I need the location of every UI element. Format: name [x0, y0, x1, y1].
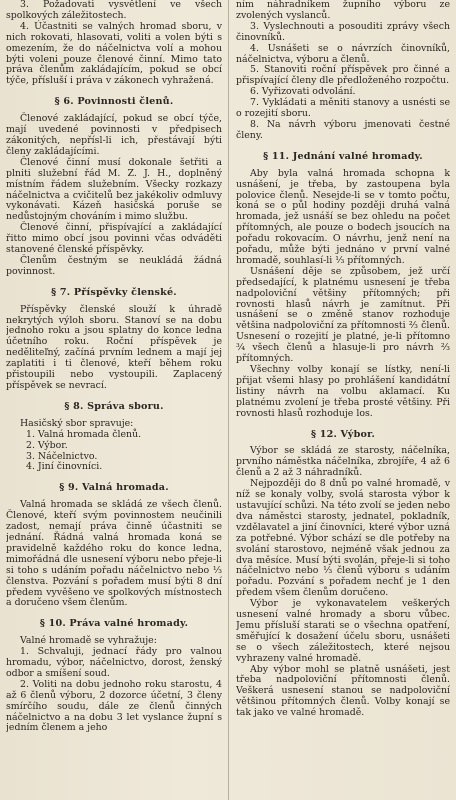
paragraph: Všechny volby konají se lístky, není-li přijat všemi hlasy po prohlášení kandidátní listiny návrh na volbu aklamací. Ku platnému zvolení je třeba prosté většiny. Při rovnosti hlasů rozhoduje los.: [236, 364, 450, 419]
list-intro: Hasičský sbor spravuje:: [20, 417, 134, 429]
paragraph: Nejpozději do 8 dnů po valné hromadě, v níž se konaly volby, svolá starosta výbor k ustavující schůzi. Na této zvolí se jeden nebo dva náměstci starosty, jednatel, pokladník, vzdělavatel a jiní činovníci, které výbor uzná za potřebné. Výbor schází se dle potřeby na svolání starostovo, nejméně však jednou za dva měsíce. Musí býti svolán, přeje-li si toho náčelnictvo nebo ⅓ členů výboru s udáním pořadu. Pozvání s pořadem nechť je 1 den předem všem členům doručeno.: [236, 478, 450, 599]
list-item: 1. Valná hromada členů.: [26, 428, 142, 440]
paragraph: 5. Stanoviti roční příspěvek pro činné a přispívající členy dle předloženého rozpočtu.: [236, 64, 450, 87]
administration-list: [26, 430, 222, 474]
section-heading-11: § 11. Jednání valné hromady.: [263, 150, 423, 162]
paragraph: Aby výbor mohl se platně usnášeti, jest třeba nadpoloviční přítomnosti členů. Veškerá usnesení stanou se nadpoloviční většinou přítomných členů. Volby konají se tak jako ve valné hromadě.: [236, 663, 450, 719]
section-heading-12: § 12. Výbor.: [310, 428, 376, 440]
paragraph: 8. Na návrh výboru jmenovati čestné členy.: [236, 118, 450, 141]
paragraph: 1. Schvaluji, jednací řády pro valnou hromadu, výbor, náčelnictvo, dorost, ženský odbor a smíšení soud.: [6, 646, 222, 679]
list-item: 3. Náčelnictvo.: [26, 450, 98, 462]
paragraph: Valná hromada se skládá ze všech členů. Členové, kteří svým povinnostem neučinili zadost, nemají práva činně účastniti se jednání. Řádná valná hromada koná se pravidelně každého roku do konce ledna, mimořádná dle usnesení výboru nebo přeje-li si toho s udáním pořadu náčelnictvo nebo ⅓ členstva. Pozvání s pořadem musí býti 8 dní předem vyvěšeno ve spolkových místnostech a doručeno všem členům.: [6, 499, 222, 609]
paragraph: 2. Voliti na dobu jednoho roku starostu, 4 až 6 členů výboru, 2 dozorce účetní, 3 členy smírčího soudu, dále ze členů činných náčelnictvo a na dobu 3 let vyslance župní s jedním členem a jeho: [6, 678, 222, 734]
section-heading-8: § 8. Správa sboru.: [64, 400, 164, 412]
right-column: [236, 0, 450, 800]
paragraph: 4. Usnášeti se o návrzích činovníků, náčelnictva, výboru a členů.: [236, 42, 450, 65]
paragraph: Členové zakládající, pokud se obcí týče, mají uvedené povinnosti v předpisech zákonitých, nepřísl-li ich, přestávají býti členy zakládajícími.: [6, 113, 222, 157]
left-column: [6, 0, 222, 800]
section-heading-7: § 7. Příspěvky členské.: [51, 286, 177, 298]
column-divider: [228, 0, 229, 800]
section-heading-6: § 6. Povinnosti členů.: [54, 96, 174, 108]
list-item: 4. Jiní činovníci.: [26, 461, 103, 473]
paragraph: 7. Vykládati a měniti stanovy a usnésti se o rozejití sboru.: [236, 97, 450, 120]
paragraph: Výbor se skládá ze starosty, náčelníka, prvního náměstka náčelníka, zbrojíře, 4 až 6 členů a 2 až 3 náhradníků.: [236, 445, 450, 479]
paragraph: 3. Vyslechnouti a posouditi zprávy všech činovníků.: [236, 20, 450, 43]
paragraph: 6. Vyřizovati odvolání.: [250, 86, 356, 98]
list-item: 2. Výbor.: [26, 439, 68, 451]
paragraph: 4. Účastniti se valných hromad sboru, v nich rokovati, hlasovati, voliti a volen býti s omezením, že do náčelnictva volí a mohou býti voleni pouze členové činní. Mimo tato práva členům zakládajícím, pokud se obcí týče, přísluší i práva v zákonech vyhražená.: [6, 20, 222, 87]
paragraph: Příspěvky členské slouží k úhradě nekrytých výloh sboru. Stanoví se na dobu jednoho roku a jsou splatny do konce ledna účetního roku. Roční příspěvek je neděliteľný, začíná prvním lednem a mají jej zaplatiti i ti členové, kteří během roku přistoupili nebo vystoupili. Zaplacený příspěvek se nevrací.: [6, 303, 222, 391]
paragraph: ním náhradníkem župního výboru ze zvolených vyslanců.: [236, 0, 450, 21]
paragraph: Aby byla valná hromada schopna k usnášení, je třeba, by zastoupena byla polovice členů. Nesejde-li se v tomto počtu, koná se o půl hodiny později druhá valná hromada, jež usnáší se bez ohledu na počet přítomných, ale pouze o bodech jsoucích na pořadu rokovacím. O návrhu, jenž není na pořadu, může býti jednáno v první valné hromadě, souhlasí-li ⅓ přítomných.: [236, 167, 450, 266]
paragraph: Členové činní musí dokonale šetřiti a plniti služební řád M. Z. J. H., doplněný místním řádem služebním. Všecky rozkazy náčelnictva a cvičitelů bez jakékoliv odmluvy vykonávati. Kázeň hasičská poruše se nedůstojným chováním i mimo službu.: [6, 156, 222, 223]
paragraph: Výbor je vykonavatelem veškerých usnesení valné hromady a sboru vůbec. Jemu přísluší starati se o všechna opatření, směřující k dosažení účelu sboru, usnášeti se o všech záležitostech, které nejsou vyhrazeny valné hromadě.: [236, 598, 450, 664]
section-heading-10: § 10. Práva valné hromady.: [39, 618, 189, 630]
section-heading-9: § 9. Valná hromada.: [59, 482, 169, 494]
paragraph: 3. Požadovati vysvětlení ve všech spolkových záležitostech.: [6, 0, 222, 21]
paragraph: Členové činní, přispívající a zakládající řitto mimo obcí jsou povinni včas odváděti stanovené členské příspěvky.: [6, 222, 222, 256]
paragraph: Usnášení děje se způsobem, jež určí předsedající, k platnému usnesení je třeba nadpoloviční většiny přítomných; při rovnosti hlasů návrh je zamítnut. Při usnášení se o změně stanov rozhoduje většina nadpoloviční za přítomnosti ⅔ členů. Usnesení o rozejití je platné, je-li přítomno ¾ všech členů a hlasuje-li pro návrh ⅔ přítomných.: [236, 265, 450, 365]
paragraph: Valné hromadě se vyhražuje:: [20, 635, 157, 647]
paragraph: Členům čestným se neukládá žádná povinnost.: [6, 254, 222, 277]
